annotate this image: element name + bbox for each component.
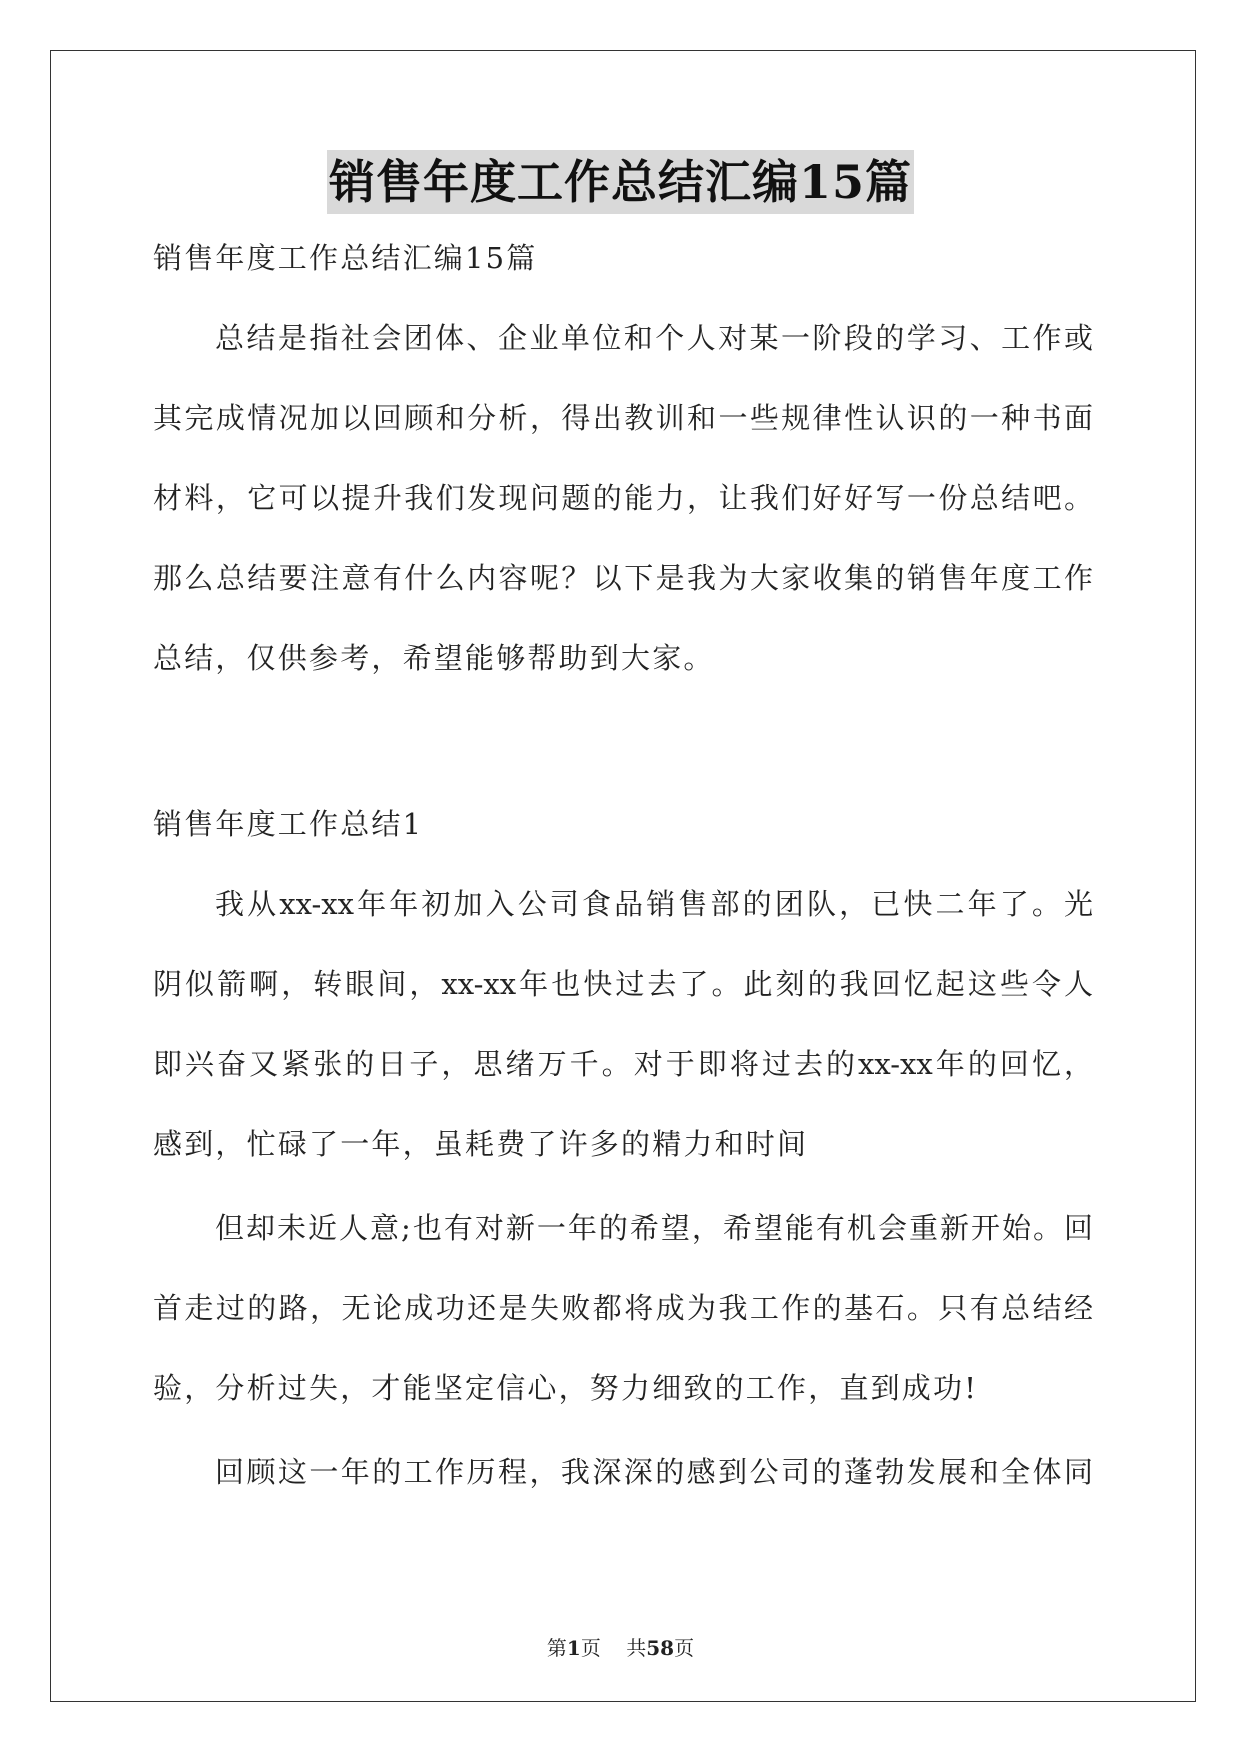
section-paragraph-line: 感到，忙碌了一年，虽耗费了许多的精力和时间 [153,1127,809,1161]
section-paragraph-line: 首走过的路，无论成功还是失败都将成为我工作的基石。只有总结经 [153,1291,1093,1325]
page-footer [0,1634,1241,1662]
total-prefix: 共 [626,1636,647,1660]
intro-paragraph-line: 那么总结要注意有什么内容呢？以下是我为大家收集的销售年度工作 [153,561,1093,595]
section-paragraph-line: 验，分析过失，才能坚定信心，努力细致的工作，直到成功! [153,1371,979,1405]
intro-paragraph-line: 总结，仅供参考，希望能够帮助到大家。 [153,641,715,675]
section-heading: 销售年度工作总结1 [153,807,424,841]
document-title: 销售年度工作总结汇编15篇 [327,150,914,214]
page-suffix: 页 [580,1636,601,1660]
title-container [0,150,1241,214]
section-paragraph-line: 我从xx-xx年年初加入公司食品销售部的团队，已快二年了。光 [215,887,1093,921]
section-paragraph-line: 阴似箭啊，转眼间，xx-xx年也快过去了。此刻的我回忆起这些令人 [153,967,1093,1001]
section-paragraph-line: 回顾这一年的工作历程，我深深的感到公司的蓬勃发展和全体同 [215,1455,1093,1489]
section-paragraph-line: 即兴奋又紧张的日子，思绪万千。对于即将过去的xx-xx年的回忆， [153,1047,1093,1081]
section-paragraph-line: 但却未近人意;也有对新一年的希望，希望能有机会重新开始。回 [215,1211,1093,1245]
page-current: 1 [566,1636,581,1660]
total-suffix: 页 [674,1636,695,1660]
intro-paragraph-line: 材料，它可以提升我们发现问题的能力，让我们好好写一份总结吧。 [153,481,1093,515]
intro-paragraph-line: 其完成情况加以回顾和分析，得出教训和一些规律性认识的一种书面 [153,401,1093,435]
page-prefix: 第 [546,1636,567,1660]
intro-paragraph-line: 总结是指社会团体、企业单位和个人对某一阶段的学习、工作或 [215,321,1093,355]
page-total: 58 [646,1636,675,1660]
document-subtitle: 销售年度工作总结汇编15篇 [153,241,538,275]
